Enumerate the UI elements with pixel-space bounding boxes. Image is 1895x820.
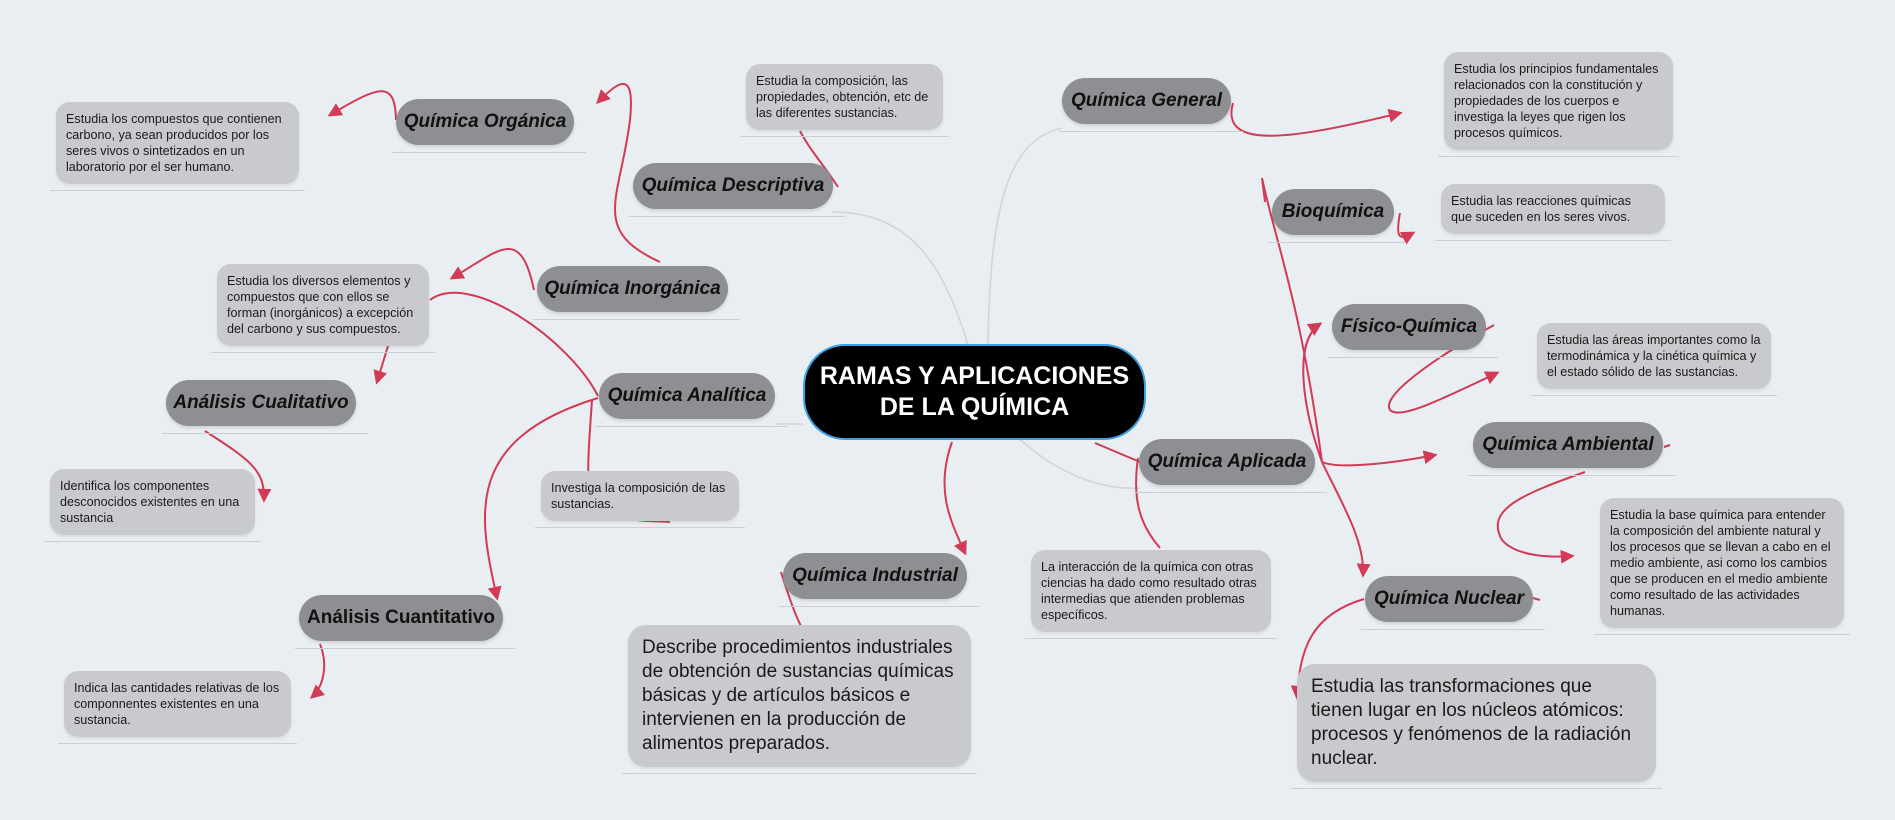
desc-quimica-organica: Estudia los compuestos que contienen carbono, ya sean producidos por los seres vivos o sintetizados en un laboratorio por el ser humano. bbox=[56, 102, 299, 184]
branch-quimica-organica[interactable]: Química Orgánica bbox=[396, 99, 574, 145]
link-inorganica-desc bbox=[452, 249, 534, 290]
desc-quimica-ambiental: Estudia la base química para entender la composición del ambiente natural y los procesos que se llevan a cabo en el medio ambiente, asi como los cambios que se producen en el medio ambiente como resultado de las actividades humanas. bbox=[1600, 498, 1844, 628]
branch-fisico-quimica[interactable]: Físico-Química bbox=[1332, 304, 1486, 350]
branch-quimica-inorganica[interactable]: Química Inorgánica bbox=[537, 266, 728, 312]
link-general-desc bbox=[1231, 103, 1400, 136]
desc-bioquimica: Estudia las reacciones químicas que suceden en los seres vivos. bbox=[1441, 184, 1665, 234]
branch-analisis-cuantitativo[interactable]: Análisis Cuantitativo bbox=[299, 595, 503, 641]
link-bio-desc bbox=[1398, 213, 1413, 237]
link-ambiental-desc bbox=[1498, 472, 1585, 557]
link-organica-desc bbox=[330, 91, 396, 120]
link-hub-ambiental bbox=[1322, 455, 1435, 465]
branch-quimica-aplicada[interactable]: Química Aplicada bbox=[1139, 439, 1315, 485]
desc-quimica-general: Estudia los principios fundamentales relacionados con la constitución y propiedades de los cuerpos e investiga la leyes que rigen los procesos químicos. bbox=[1444, 52, 1673, 150]
desc-quimica-nuclear: Estudia las transformaciones que tienen lugar en los núcleos atómicos: procesos y fenómenos de la radiación nuclear. bbox=[1297, 664, 1656, 782]
branch-analisis-cualitativo[interactable]: Análisis Cualitativo bbox=[166, 380, 356, 426]
branch-quimica-ambiental[interactable]: Química Ambiental bbox=[1473, 422, 1663, 468]
desc-quimica-analitica: Investiga la composición de las sustancias. bbox=[541, 471, 739, 521]
desc-quimica-descriptiva: Estudia la composición, las propiedades, obtención, etc de las diferentes sustancias. bbox=[746, 64, 943, 130]
link-nuclear-end bbox=[1533, 598, 1540, 600]
desc-quimica-aplicada: La interacción de la química con otras ciencias ha dado como resultado otras intermedias que atienden problemas específicos. bbox=[1031, 550, 1271, 632]
link-center-aplicada-red bbox=[1095, 443, 1140, 462]
desc-quimica-inorganica: Estudia los diversos elementos y compuestos que con ellos se forman (inorgánicos) a excepción del carbono y sus compuestos. bbox=[217, 264, 429, 346]
branch-quimica-descriptiva[interactable]: Química Descriptiva bbox=[633, 163, 833, 209]
link-cuantitativo-desc bbox=[312, 644, 324, 697]
desc-quimica-industrial: Describe procedimientos industriales de obtención de sustancias químicas básicas y de artículos básicos e intervienen en la producción de alimentos preparados. bbox=[628, 625, 971, 767]
desc-analisis-cuantitativo: Indica las cantidades relativas de los componnentes existentes en una sustancia. bbox=[64, 671, 291, 737]
branch-bioquimica[interactable]: Bioquímica bbox=[1272, 189, 1394, 235]
link-center-descriptiva bbox=[832, 212, 968, 345]
branch-quimica-industrial[interactable]: Química Industrial bbox=[783, 553, 967, 599]
branch-quimica-nuclear[interactable]: Química Nuclear bbox=[1365, 576, 1533, 622]
link-center-general bbox=[988, 128, 1062, 345]
desc-analisis-cualitativo: Identifica los componentes desconocidos existentes en una sustancia bbox=[50, 469, 255, 535]
link-center-industrial bbox=[944, 442, 965, 553]
link-hub-nuclear bbox=[1322, 462, 1363, 575]
desc-fisico-quimica: Estudia las áreas importantes como la termodinámica y la cinética química y el estado sólido de las sustancias. bbox=[1537, 323, 1771, 389]
branch-quimica-general[interactable]: Química General bbox=[1062, 78, 1231, 124]
central-topic[interactable]: RAMAS Y APLICACIONES DE LA QUÍMICA bbox=[803, 344, 1146, 440]
branch-quimica-analitica[interactable]: Química Analítica bbox=[599, 373, 775, 419]
link-ambiental-end bbox=[1664, 445, 1670, 447]
